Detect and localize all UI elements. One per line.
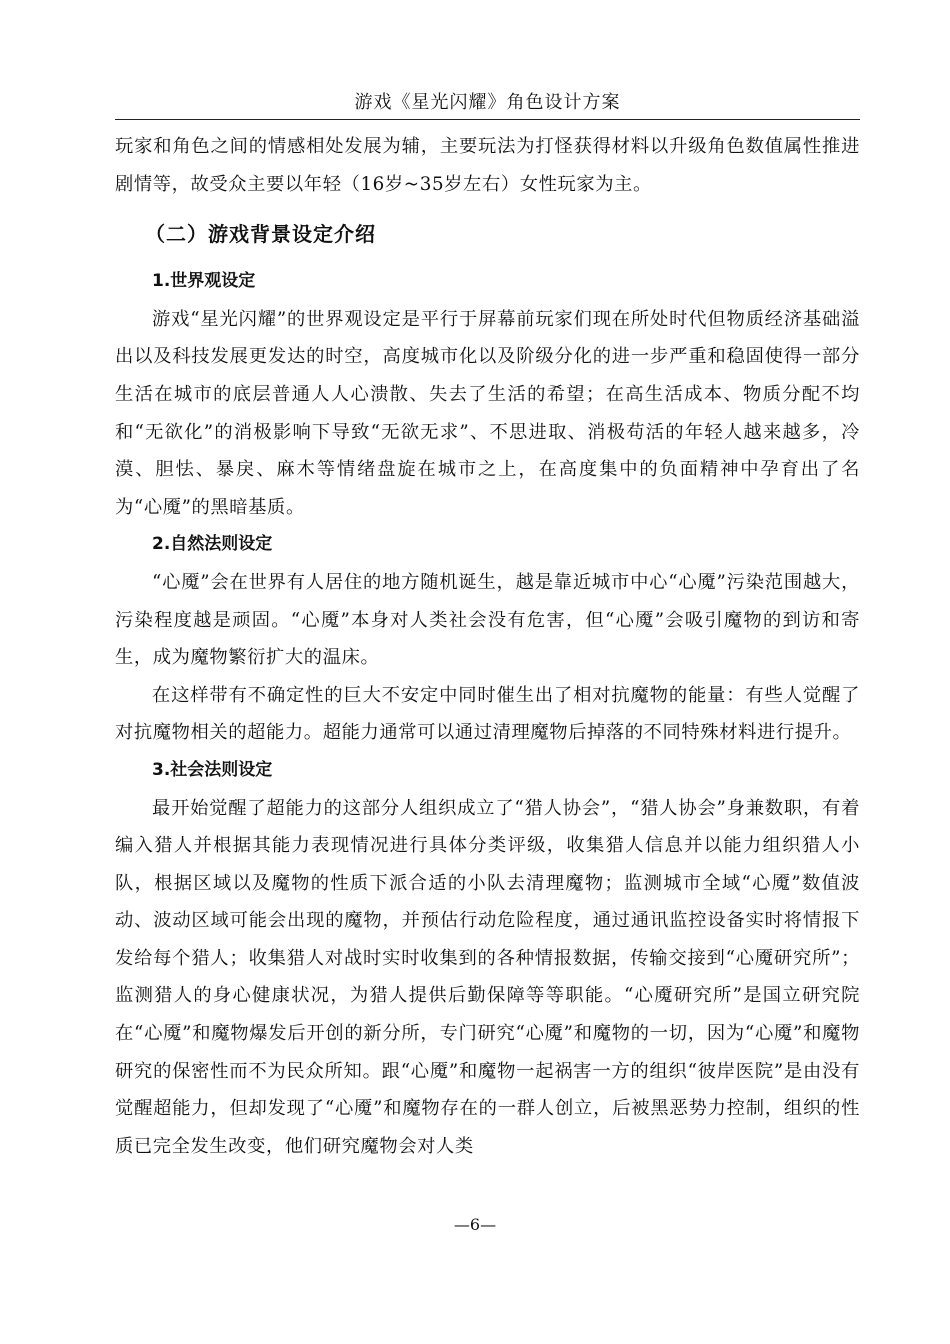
- header-divider: [115, 119, 860, 120]
- page-number: —6—: [453, 1215, 497, 1234]
- intro-paragraph: 玩家和角色之间的情感相处发展为辅，主要玩法为打怪获得材料以升级角色数值属性推进剧情等，故受众主要以年轻（16岁~35岁左右）女性玩家为主。: [115, 136, 860, 195]
- subsection-heading-social-law: 3.社会法则设定: [152, 759, 273, 780]
- subsection-heading-natural-law: 2.自然法则设定: [152, 534, 273, 555]
- section-heading: （二）游戏背景设定介绍: [145, 222, 376, 247]
- paragraph-natural-law-1: “心魇”会在世界有人居住的地方随机诞生，越是靠近城市中心“心魇”污染范围越大，污染程度越是顽固。“心魇”本身对人类社会没有危害，但“心魇”会吸引魔物的到访和寄生，成为魔物繁衍扩大的温床。: [115, 571, 860, 669]
- paragraph-worldview: 游戏“星光闪耀”的世界观设定是平行于屏幕前玩家们现在所处时代但物质经济基础溢出以及科技发展更发达的时空，高度城市化以及阶级分化的进一步严重和稳固使得一部分生活在城市的底层普通人人心溃散、失去了生活的希望；在高生活成本、物质分配不均和“无欲化”的消极影响下导致“无欲无求”、不思进取、消极苟活的年轻人越来越多，冷漠、胆怯、暴戾、麻木等情绪盘旋在城市之上，在高度集中的负面精神中孕育出了名为“心魇”的黑暗基质。: [115, 308, 860, 518]
- subsection-heading-worldview: 1.世界观设定: [152, 271, 256, 292]
- body-text: [115, 128, 860, 1165]
- running-header: 游戏《星光闪耀》角色设计方案: [354, 92, 621, 113]
- paragraph-social-law: 最开始觉醒了超能力的这部分人组织成立了“猎人协会”，“猎人协会”身兼数职，有着编入猎人并根据其能力表现情况进行具体分类评级，收集猎人信息并以能力组织猎人小队，根据区域以及魔物的性质下派合适的小队去清理魔物；监测城市全域“心魇”数值波动、波动区域可能会出现的魔物，并预估行动危险程度，通过通讯监控设备实时将情报下发给每个猎人；收集猎人对战时实时收集到的各种情报数据，传输交接到“心魇研究所”；监测猎人的身心健康状况，为猎人提供后勤保障等等职能。“心魇研究所”是国立研究院在“心魇”和魔物爆发后开创的新分所，专门研究“心魇”和魔物的一切，因为“心魇”和魔物研究的保密性而不为民众所知。跟“心魇”和魔物一起祸害一方的组织“彼岸医院”是由没有觉醒超能力，但却发现了“心魇”和魔物存在的一群人创立，后被黑恶势力控制，组织的性质已完全发生改变，他们研究魔物会对人类: [115, 797, 860, 1157]
- paragraph-natural-law-2: 在这样带有不确定性的巨大不安定中同时催生出了相对抗魔物的能量：有些人觉醒了对抗魔物相关的超能力。超能力通常可以通过清理魔物后掉落的不同特殊材料进行提升。: [115, 684, 860, 744]
